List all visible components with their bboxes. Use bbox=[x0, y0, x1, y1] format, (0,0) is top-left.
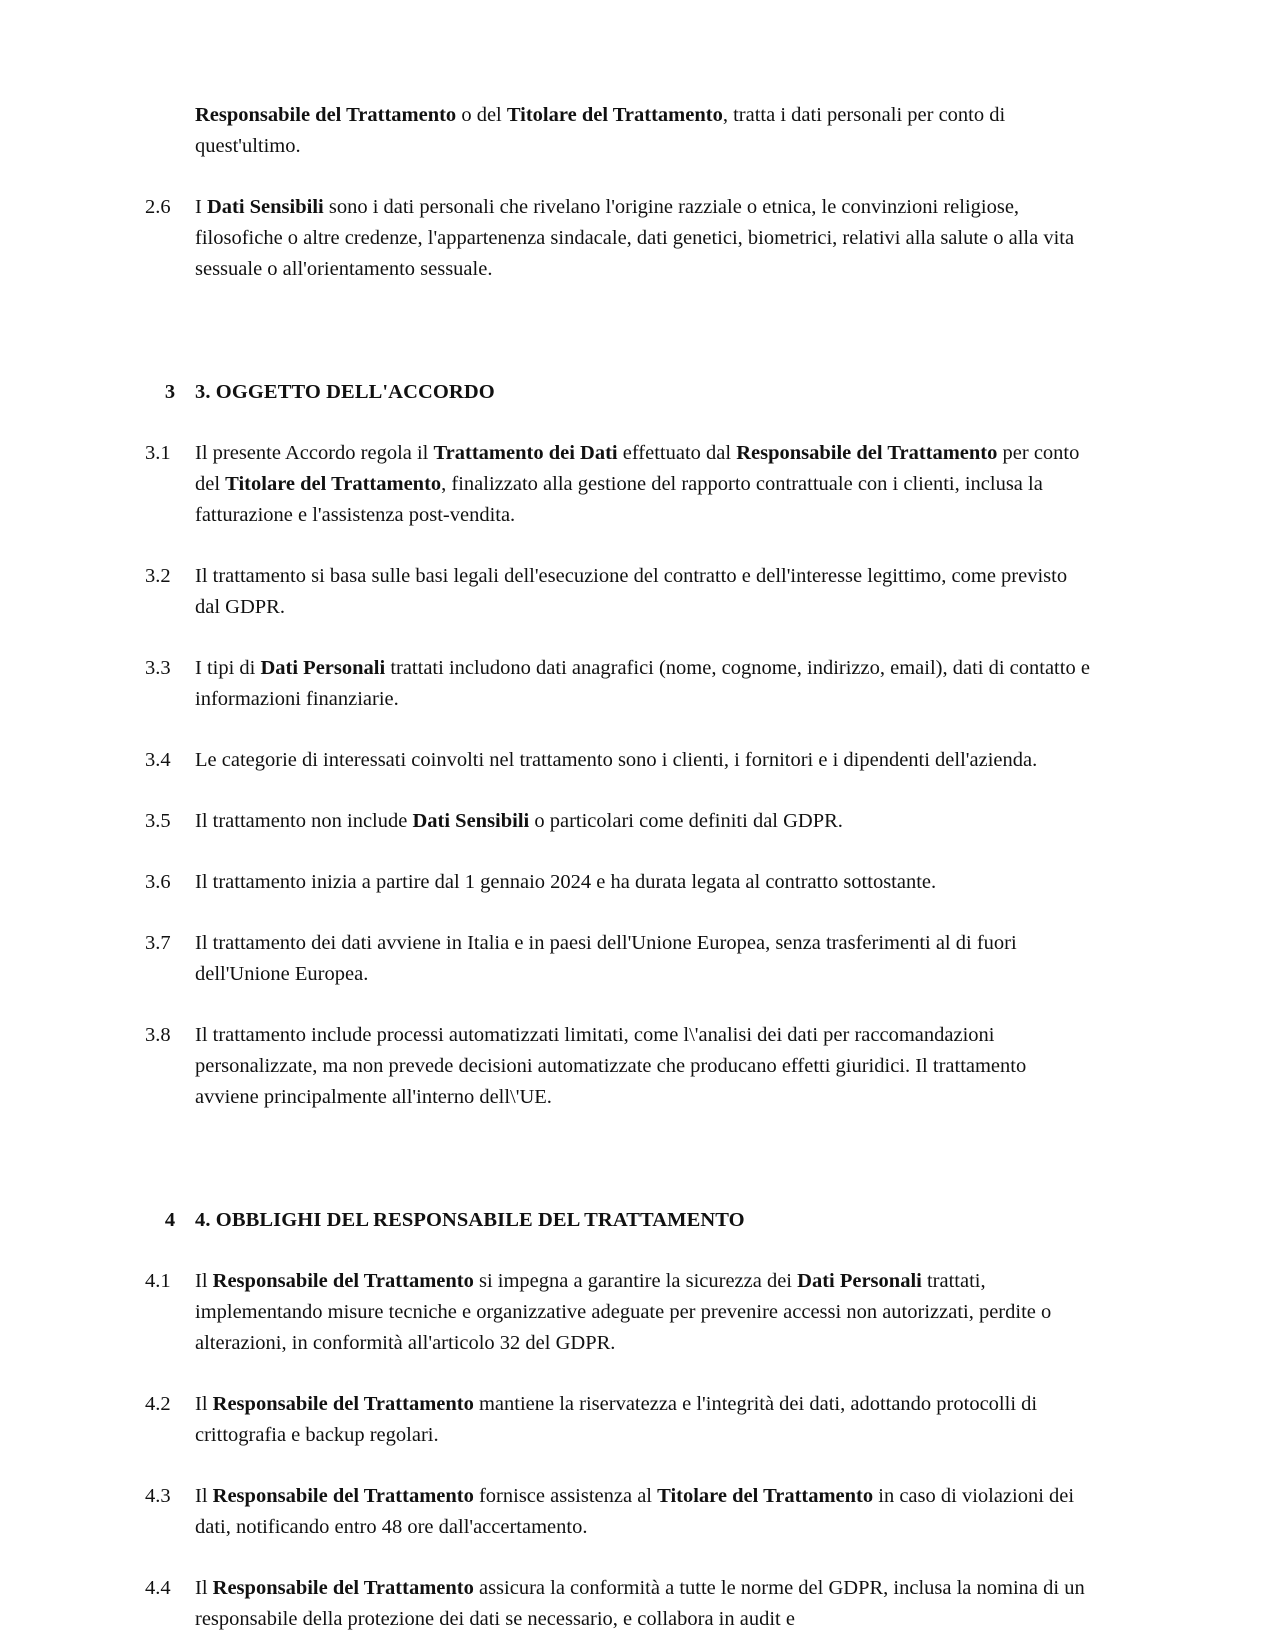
text-run: trattati, implementando misure tecniche e organizzative adeguate per prevenire accessi non autorizzati, perdite o alterazioni, in conformità all'articolo 32 del GDPR. bbox=[195, 1270, 1052, 1354]
clause-text bbox=[195, 561, 1090, 623]
text-run: I bbox=[195, 196, 207, 218]
section-number: 4 bbox=[164, 1209, 176, 1231]
text-run: sono i dati personali che rivelano l'origine razziale o etnica, le convinzioni religiose, filosofiche o altre credenze, l'appartenenza sindacale, dati genetici, biometrici, relativi alla salute o alla vita sessuale o all'orientamento sessuale. bbox=[195, 196, 1075, 280]
section-heading-4 bbox=[145, 1205, 1090, 1236]
clause-number: 3.4 bbox=[145, 749, 171, 771]
clause-3-2 bbox=[145, 561, 1090, 623]
clause-text bbox=[195, 100, 1090, 162]
text-run: assicura la conformità a tutte le norme del GDPR, inclusa la nomina di un responsabile della protezione dei dati se necessario, e collabora in audit e bbox=[195, 1577, 1085, 1630]
emphasis-term: Responsabile del Trattamento bbox=[212, 1485, 474, 1507]
emphasis-term: Titolare del Trattamento bbox=[506, 104, 723, 126]
emphasis-term: Responsabile del Trattamento bbox=[212, 1270, 474, 1292]
emphasis-term: Dati Personali bbox=[260, 657, 386, 679]
clause-4-3 bbox=[145, 1481, 1090, 1543]
clause-text bbox=[195, 1573, 1090, 1635]
text-run: Le categorie di interessati coinvolti nel trattamento sono i clienti, i fornitori e i dipendenti dell'azienda. bbox=[195, 749, 1038, 771]
clause-3-8 bbox=[145, 1020, 1090, 1113]
text-run: Il bbox=[195, 1485, 213, 1507]
emphasis-term: Responsabile del Trattamento bbox=[212, 1393, 474, 1415]
clause-text bbox=[195, 1020, 1090, 1113]
text-run: in caso di violazioni dei dati, notificando entro 48 ore dall'accertamento. bbox=[195, 1485, 1075, 1538]
text-run: I tipi di bbox=[195, 657, 261, 679]
text-run: , tratta i dati personali per conto di quest'ultimo. bbox=[195, 104, 1006, 157]
text-run: Il bbox=[195, 1270, 213, 1292]
clause-4-2 bbox=[145, 1389, 1090, 1451]
emphasis-term: Dati Sensibili bbox=[412, 810, 530, 832]
clause-text bbox=[195, 653, 1090, 715]
clause-4-4 bbox=[145, 1573, 1090, 1635]
clause-2-6 bbox=[145, 192, 1090, 285]
text-run: per conto del bbox=[195, 442, 1080, 495]
spacer-before-section-4 bbox=[145, 1143, 1090, 1205]
text-run: Il trattamento dei dati avviene in Italia e in paesi dell'Unione Europea, senza trasferimenti al di fuori dell'Unione Europea. bbox=[195, 932, 1017, 985]
clause-number: 3.5 bbox=[145, 810, 171, 832]
clause-3-4 bbox=[145, 745, 1090, 776]
clause-number: 3.3 bbox=[145, 657, 171, 679]
text-run: mantiene la riservatezza e l'integrità dei dati, adottando protocolli di crittografia e backup regolari. bbox=[195, 1393, 1038, 1446]
clause-text bbox=[195, 1389, 1090, 1451]
text-run: si impegna a garantire la sicurezza dei bbox=[473, 1270, 798, 1292]
clause-2-5-continuation bbox=[145, 100, 1090, 162]
text-run: , finalizzato alla gestione del rapporto contrattuale con i clienti, inclusa la fatturazione e l'assistenza post-vendita. bbox=[195, 473, 1043, 526]
text-run: Il bbox=[195, 1393, 213, 1415]
clause-number: 3.8 bbox=[145, 1024, 171, 1046]
text-run: trattati includono dati anagrafici (nome, cognome, indirizzo, email), dati di contatto e informazioni finanziarie. bbox=[195, 657, 1090, 710]
text-run: o particolari come definiti dal GDPR. bbox=[529, 810, 843, 832]
text-run: Il trattamento non include bbox=[195, 810, 413, 832]
clause-3-7 bbox=[145, 928, 1090, 990]
text-run: Il trattamento si basa sulle basi legali dell'esecuzione del contratto e dell'interesse legittimo, come previsto dal GDPR. bbox=[195, 565, 1068, 618]
emphasis-term: Trattamento dei Dati bbox=[433, 442, 618, 464]
clause-number: 3.1 bbox=[145, 442, 171, 464]
spacer-before-section-3 bbox=[145, 315, 1090, 377]
document-body bbox=[145, 100, 1090, 1635]
clause-4-1 bbox=[145, 1266, 1090, 1359]
clause-number: 3.2 bbox=[145, 565, 171, 587]
clause-text bbox=[195, 1266, 1090, 1359]
clause-3-3 bbox=[145, 653, 1090, 715]
text-run: effettuato dal bbox=[617, 442, 737, 464]
text-run: Il trattamento include processi automatizzati limitati, come l\'analisi dei dati per raccomandazioni personalizzate, ma non prevede decisioni automatizzate che producano effetti giuridici. Il trattamento avviene principalmente all'interno dell\'UE. bbox=[195, 1024, 1027, 1108]
clause-3-1 bbox=[145, 438, 1090, 531]
text-run: Il presente Accordo regola il bbox=[195, 442, 434, 464]
clause-number: 4.2 bbox=[145, 1393, 171, 1415]
clause-text bbox=[195, 928, 1090, 990]
emphasis-term: Responsabile del Trattamento bbox=[212, 1577, 474, 1599]
text-run: fornisce assistenza al bbox=[473, 1485, 658, 1507]
clause-text bbox=[195, 1481, 1090, 1543]
emphasis-term: Responsabile del Trattamento bbox=[195, 104, 457, 126]
clause-text bbox=[195, 806, 1090, 837]
text-run: Il trattamento inizia a partire dal 1 gennaio 2024 e ha durata legata al contratto sottostante. bbox=[195, 871, 937, 893]
emphasis-term: Dati Sensibili bbox=[206, 196, 324, 218]
emphasis-term: Responsabile del Trattamento bbox=[736, 442, 998, 464]
clause-number: 2.6 bbox=[145, 196, 171, 218]
emphasis-term: Titolare del Trattamento bbox=[657, 1485, 874, 1507]
section-title: 3. OGGETTO DELL'ACCORDO bbox=[195, 381, 495, 403]
emphasis-term: Dati Personali bbox=[797, 1270, 922, 1292]
clause-text bbox=[195, 438, 1090, 531]
clause-text bbox=[195, 745, 1090, 776]
emphasis-term: Titolare del Trattamento bbox=[225, 473, 442, 495]
section-number: 3 bbox=[164, 381, 176, 403]
clause-3-5 bbox=[145, 806, 1090, 837]
clause-3-6 bbox=[145, 867, 1090, 898]
clause-text bbox=[195, 867, 1090, 898]
clause-number: 3.6 bbox=[145, 871, 171, 893]
text-run: o del bbox=[456, 104, 507, 126]
section-title: 4. OBBLIGHI DEL RESPONSABILE DEL TRATTAMENTO bbox=[195, 1209, 745, 1231]
clause-number: 4.3 bbox=[145, 1485, 171, 1507]
section-heading-3 bbox=[145, 377, 1090, 408]
clause-number: 4.1 bbox=[145, 1270, 171, 1292]
clause-text bbox=[195, 192, 1090, 285]
clause-number: 4.4 bbox=[145, 1577, 171, 1599]
clause-number: 3.7 bbox=[145, 932, 171, 954]
text-run: Il bbox=[195, 1577, 213, 1599]
